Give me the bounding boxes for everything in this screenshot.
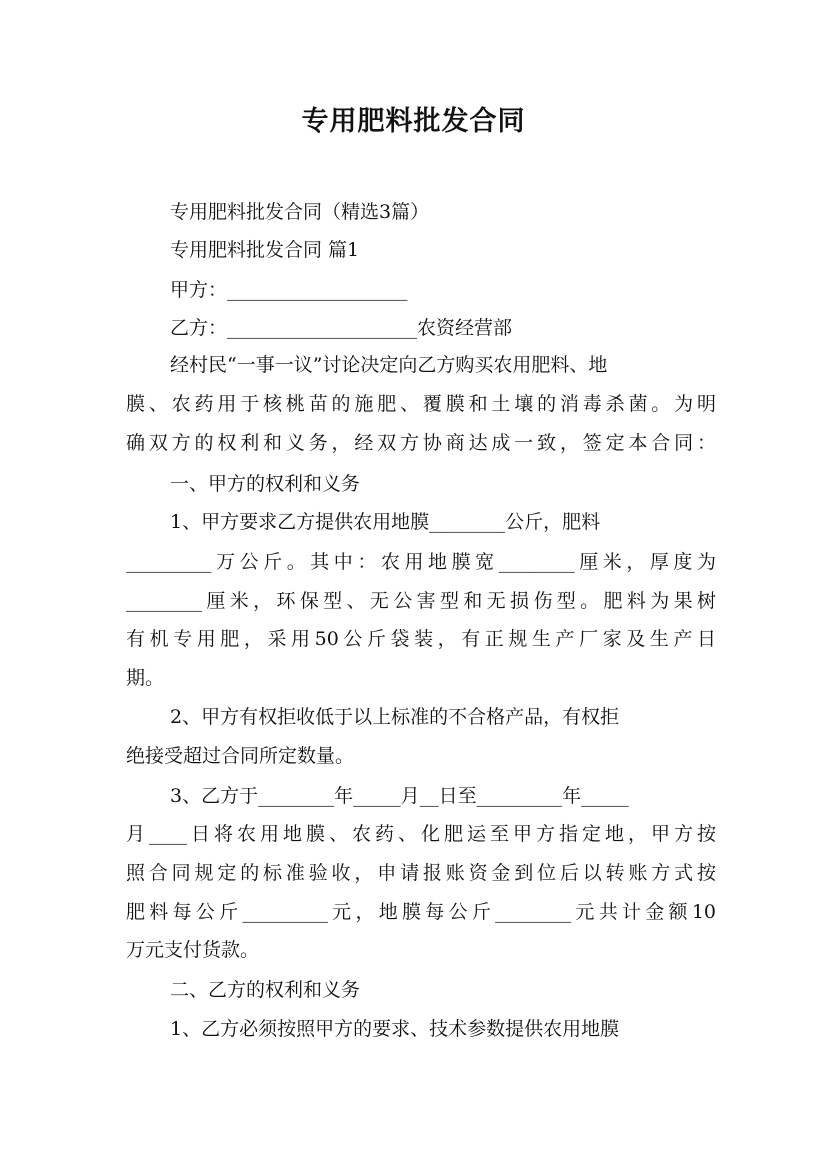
text-line: 甲方：___________________	[170, 279, 408, 301]
text-line: 1、乙方必须按照甲方的要求、技术参数提供农用地膜	[170, 1018, 620, 1040]
text-line: 1、甲方要求乙方提供农用地膜________公斤，肥料	[170, 511, 601, 533]
text-line: 乙方：____________________农资经营部	[170, 317, 513, 339]
text-line: 专用肥料批发合同 篇1	[170, 239, 360, 261]
section-heading: 二、乙方的权利和义务	[170, 979, 361, 1001]
text-line: 膜、农药用于核桃苗的施肥、覆膜和土壤的消毒杀菌。为明	[126, 393, 716, 415]
text-line: 肥料每公斤_________元，地膜每公斤________元共计金额10	[126, 901, 716, 923]
text-line: 期。	[126, 667, 165, 689]
text-line: _________万公斤。其中：农用地膜宽________厘米，厚度为	[126, 551, 716, 573]
section-heading: 一、甲方的权利和义务	[170, 473, 361, 495]
text-line: 2、甲方有权拒收低于以上标准的不合格产品，有权拒	[170, 706, 620, 728]
text-line: 3、乙方于________年_____月__日至_________年_____	[170, 785, 629, 807]
text-line: 万元支付货款。	[126, 939, 260, 961]
text-line: ________厘米，环保型、无公害型和无损伤型。肥料为果树	[126, 590, 716, 612]
text-line: 绝接受超过合同所定数量。	[126, 745, 355, 767]
document-title: 专用肥料批发合同	[301, 106, 526, 137]
text-line: 确双方的权利和义务，经双方协商达成一致，签定本合同：	[126, 432, 716, 454]
text-line: 有机专用肥，采用50公斤袋装，有正规生产厂家及生产日	[126, 628, 716, 650]
text-line: 专用肥料批发合同（精选3篇）	[170, 201, 430, 223]
text-line: 照合同规定的标准验收，申请报账资金到位后以转账方式按	[126, 862, 716, 884]
text-line: 月____日将农用地膜、农药、化肥运至甲方指定地，甲方按	[126, 823, 716, 845]
text-line: 经村民“一事一议”讨论决定向乙方购买农用肥料、地	[170, 354, 608, 376]
